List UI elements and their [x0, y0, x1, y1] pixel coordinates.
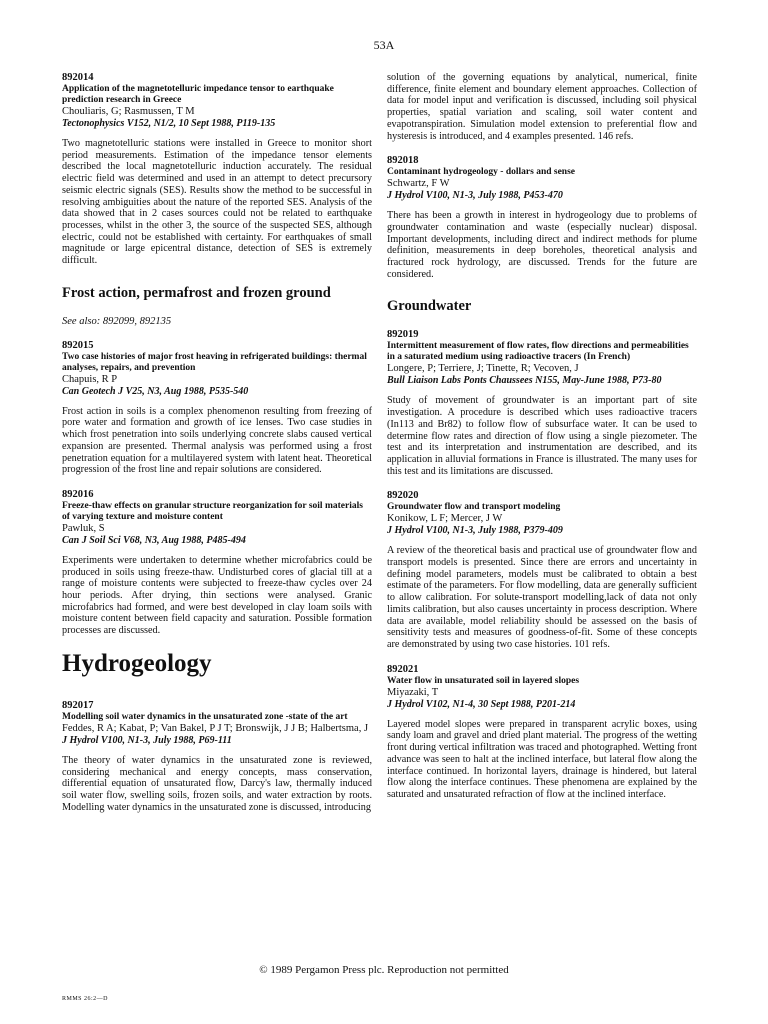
- see-also-note: See also: 892099, 892135: [62, 315, 172, 327]
- abstract-entry-892021: [387, 664, 697, 801]
- entry-title: Intermittent measurement of flow rates, flow directions and permeabilities in a saturated medium using radioactive tracers (In French): [387, 341, 689, 363]
- abstract-entry-892019: [387, 329, 697, 477]
- entry-abstract: Layered model slopes were prepared in transparent acrylic boxes, using sandy loam and gravel and dried plant material. The progress of the wetting front during vertical infiltration was traced and photographed. Wetting front advance was seen to halt at the inclined interface, but lateral flow along the interface continued. In horizontal layers, drainage is hindered, but lateral flow along the interface continues. These phenomena are explained by the saturated and unsaturated refraction of flow at the inclined interface.: [387, 718, 697, 800]
- entry-title: Freeze-thaw effects on granular structure reorganization for soil materials of varying texture and moisture content: [62, 500, 363, 522]
- entry-authors: Konikow, L F; Mercer, J W: [387, 513, 503, 525]
- entry-title: Contaminant hydrogeology - dollars and sense: [387, 167, 576, 178]
- entry-citation: J Hydrol V100, N1-3, July 1988, P69-111: [62, 734, 232, 746]
- abstract-entry-892018: [387, 155, 697, 280]
- entry-citation: Bull Liaison Labs Ponts Chaussees N155, May-June 1988, P73-80: [387, 375, 662, 387]
- footer-code: RMMS 26:2—D: [62, 996, 109, 1002]
- entry-title: Water flow in unsaturated soil in layered slopes: [387, 675, 580, 686]
- entry-id: 892021: [387, 663, 419, 675]
- entry-citation: Can Geotech J V25, N3, Aug 1988, P535-540: [62, 385, 249, 397]
- entry-abstract: Frost action in soils is a complex phenomenon resulting from freezing of pore water and formation and growth of ice lenses. Two case studies in which frost penetration into soils underlying concrete slabs caused vertical expansion are presented. Thermal analysis was performed using a frost penetration equation for a multilayered system with latent heat. Theoretical progression of the frost line and repair solutions are considered.: [62, 405, 372, 476]
- entry-title: Application of the magnetotelluric impedance tensor to earthquake prediction research in Greece: [62, 84, 334, 105]
- section-heading-frost: Frost action, permafrost and frozen ground: [62, 284, 331, 301]
- entry-id: 892019: [387, 329, 419, 341]
- copyright-footer: © 1989 Pergamon Press plc. Reproduction not permitted: [259, 964, 509, 976]
- section-heading-groundwater: Groundwater: [387, 298, 472, 315]
- entry-abstract: A review of the theoretical basis and practical use of groundwater flow and transport models is presented. Since there are errors and uncertainty in defining model parameters, models must be calibrated to obtain a best estimate of the parameters. For flow modelling, data are generally sufficient to allow calibration. For solute-transport modelling,lack of data not only limits calibration, but also causes uncertainty in process description. Where data are available, model reliability should be assessed on the basis of sensitivity tests and measures of goodness-of-fit. Some of these concepts are demonstrated by using two case histories. 101 refs.: [387, 545, 697, 650]
- entry-abstract: Study of movement of groundwater is an important part of site investigation. A procedure is described which uses radioactive tracers (In113 and Br82) to follow flow of subsurface water. It can be used to determine flow rates and direction of flow using a single piezometer. The test and its interpretation and instrumentation are described, and its application in alluvial formations in France is illustrated. The many uses for this test and its limitations are discussed.: [387, 395, 697, 477]
- entry-abstract-continued: solution of the governing equations by analytical, numerical, finite difference, finite element and boundary element approaches. Collection of data for model input and verification is discussed, including soil physical properties, spatial variation and scaling, soil water content and evapotranspiration. Simulation model extension to preferential flow and hysteresis is introduced, and 4 examples presented. 146 refs.: [387, 72, 697, 142]
- entry-abstract: Experiments were undertaken to determine whether microfabrics could be produced in soils using freeze-thaw. Undisturbed cores of glacial till at a range of moisture contents were subjected to freeze-thaw cycles over 24 hour periods. After drying, thin sections were analysed. Granic microfabrics had formed, and were best developed in clay loam soils with moisture content between field capacity and saturation. Possible formation processes are discussed.: [62, 554, 372, 637]
- abstract-entry-892020: [387, 490, 697, 650]
- abstract-continuation: [387, 72, 697, 142]
- entry-title: Two case histories of major frost heaving in refrigerated buildings: thermal analyses, repairs, and prevention: [62, 351, 367, 373]
- entry-authors: Miyazaki, T: [387, 686, 439, 698]
- entry-authors: Feddes, R A; Kabat, P; Van Bakel, P J T; Bronswijk, J J B; Halbertsma, J: [62, 722, 369, 734]
- entry-authors: Chouliaris, G; Rasmussen, T M: [62, 106, 195, 117]
- entry-id: 892020: [387, 490, 419, 502]
- entry-authors: Pawluk, S: [62, 522, 105, 534]
- entry-authors: Schwartz, F W: [387, 178, 450, 190]
- entry-abstract: There has been a growth in interest in hydrogeology due to problems of groundwater contamination and waste (especially nuclear) disposal. Important developments, including direct and indirect methods for plume definition, measurements in deep boreholes, theoretical analysis and fractured rock hydrology, are discussed. Trends for the future are considered.: [387, 210, 697, 280]
- entry-id: 892014: [62, 72, 94, 83]
- entry-abstract: Two magnetotelluric stations were installed in Greece to monitor short period measurements. Estimation of the impedance tensor elements described the local magnetotelluric induction accurately. The residual electric field was determined and used in an attempt to detect precursory seismic electric signals (SES). Results show the method to be successful in resolving ambiguities about the nature of the reported SES. Analysis of the data showed that in 2 cases sources could not be related to earthquake processes, whilst in the other 3, the source of the suspected SES, although electric, could not be established with certainty. For earthquakes of small magnitude or large epicentral distance, detection of SES is extremely difficult.: [62, 138, 372, 267]
- entry-citation: Can J Soil Sci V68, N3, Aug 1988, P485-494: [62, 534, 246, 546]
- entry-abstract: The theory of water dynamics in the unsaturated zone is reviewed, considering mechanical and energy concepts, mass conservation, differential equation of unsaturated flow, Darcy's law, thermally induced soil water flow, swelling soils, frozen soils, and water extraction by roots. Modelling water dynamics in the unsaturated zone is discussed, introducing: [62, 754, 372, 813]
- abstract-entry-892014: [62, 72, 372, 267]
- entry-id: 892015: [62, 339, 94, 351]
- entry-citation: J Hydrol V102, N1-4, 30 Sept 1988, P201-214: [387, 698, 576, 710]
- entry-id: 892018: [387, 155, 419, 167]
- entry-authors: Chapuis, R P: [62, 373, 118, 385]
- entry-id: 892017: [62, 699, 94, 711]
- entry-citation: Tectonophysics V152, N1/2, 10 Sept 1988, P119-135: [62, 118, 276, 129]
- section-heading-hydrogeology: Hydrogeology: [62, 649, 212, 677]
- entry-id: 892016: [62, 488, 94, 500]
- page-number: 53A: [373, 38, 395, 52]
- abstract-entry-892017: [62, 700, 372, 814]
- abstract-entry-892016: [62, 489, 372, 637]
- left-column: [62, 72, 372, 826]
- entry-authors: Longere, P; Terriere, J; Tinette, R; Vecoven, J: [387, 363, 579, 375]
- abstract-entry-892015: [62, 340, 372, 476]
- entry-title: Groundwater flow and transport modeling: [387, 502, 561, 513]
- entry-citation: J Hydrol V100, N1-3, July 1988, P379-409: [387, 525, 563, 537]
- right-column: [387, 72, 697, 814]
- entry-citation: J Hydrol V100, N1-3, July 1988, P453-470: [387, 190, 563, 202]
- entry-title: Modelling soil water dynamics in the unsaturated zone -state of the art: [62, 711, 348, 722]
